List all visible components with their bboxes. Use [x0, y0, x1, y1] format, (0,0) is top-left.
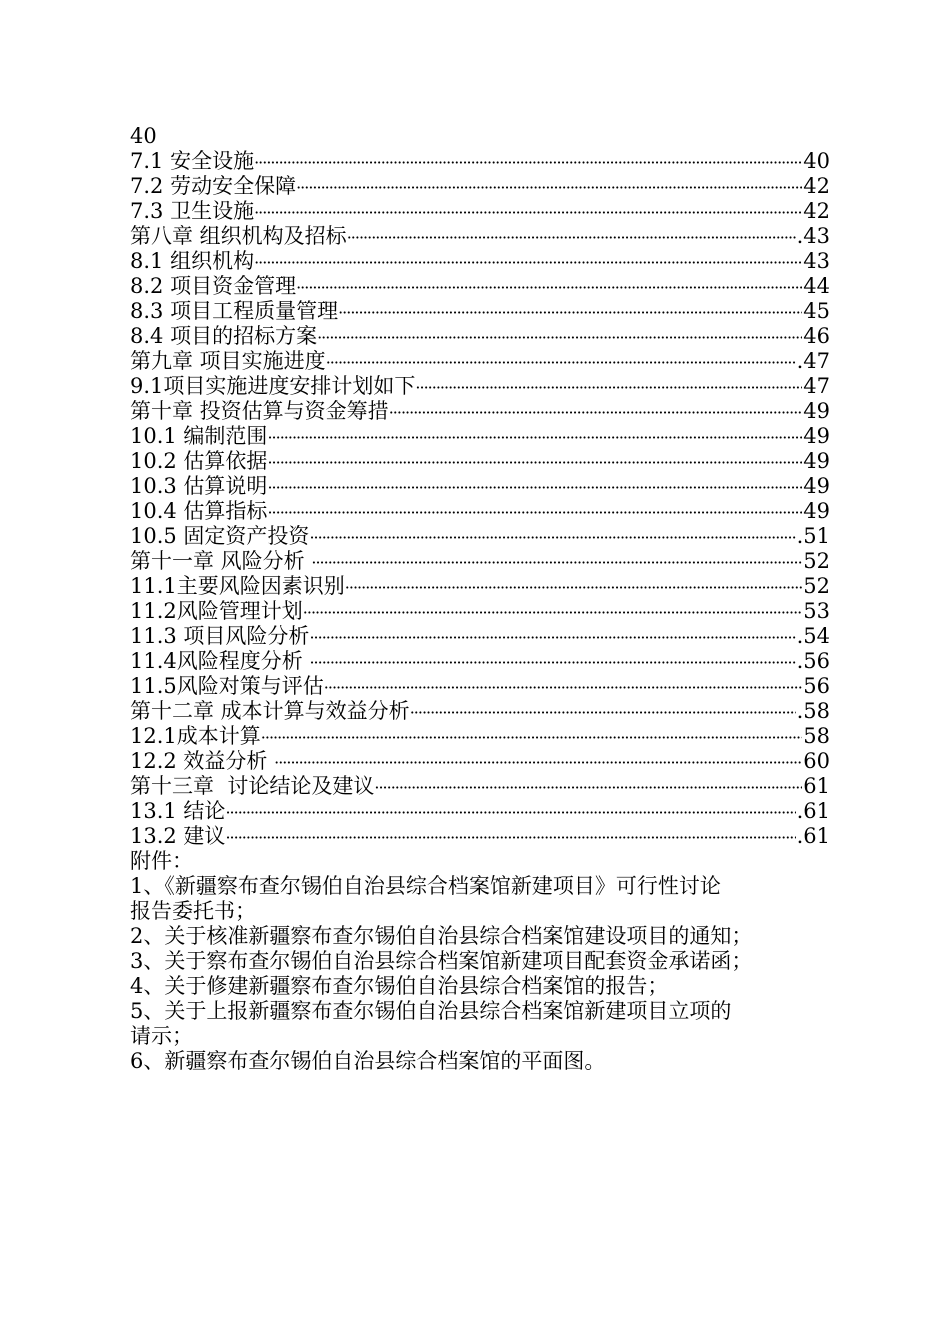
toc-entry-page: .58 [796, 699, 830, 723]
attachment-item-continuation: 请示； [130, 1024, 193, 1048]
toc-entry[interactable] [130, 824, 830, 849]
toc-entry-page: 49 [803, 449, 830, 473]
toc-leader-dots [225, 800, 795, 824]
toc-entry[interactable] [130, 299, 830, 324]
toc-leader-dots [274, 750, 802, 774]
toc-entry[interactable] [130, 699, 830, 724]
toc-entry-page: 42 [803, 199, 830, 223]
toc-leader-dots [296, 275, 802, 299]
toc-entry-title: 第八章 组织机构及招标 [130, 224, 347, 248]
toc-entry-title: 8.4 项目的招标方案 [130, 324, 318, 348]
toc-entry[interactable] [130, 749, 830, 774]
toc-entry[interactable] [130, 174, 830, 199]
toc-entry[interactable] [130, 374, 830, 399]
toc-leader-dots [410, 700, 796, 724]
toc-entry[interactable] [130, 524, 830, 549]
toc-entry-page: .47 [796, 349, 830, 373]
toc-leader-dots [389, 400, 803, 424]
toc-entry-page: 52 [803, 574, 830, 598]
toc-entry[interactable] [130, 724, 830, 749]
toc-entry[interactable] [130, 649, 830, 674]
toc-entry-title: 第九章 项目实施进度 [130, 349, 326, 373]
toc-entry-page: 60 [803, 749, 830, 773]
attachment-item: 2、关于核准新疆察布查尔锡伯自治县综合档案馆建设项目的通知； [130, 924, 753, 948]
toc-entry-page: 56 [803, 674, 830, 698]
toc-entry-title: 10.2 估算依据 [130, 449, 268, 473]
toc-leader-dots [311, 550, 802, 574]
toc-leader-dots [317, 325, 802, 349]
attachments-heading: 附件： [130, 849, 193, 873]
toc-entry-title: 7.1 安全设施 [130, 149, 255, 173]
toc-entry-title: 11.1主要风险因素识别 [130, 574, 345, 598]
toc-entry-title: 8.3 项目工程质量管理 [130, 299, 339, 323]
attachment-item: 1、《新疆察布查尔锡伯自治县综合档案馆新建项目》可行性讨论 [130, 874, 721, 898]
toc-leader-dots [309, 625, 795, 649]
toc-entry-page: .43 [796, 224, 830, 248]
toc-leader-dots [254, 200, 802, 224]
toc-leader-dots [225, 825, 795, 849]
toc-leader-dots [303, 600, 803, 624]
toc-entry[interactable] [130, 349, 830, 374]
toc-entry-title: 11.2风险管理计划 [130, 599, 303, 623]
attachment-item: 4、关于修建新疆察布查尔锡伯自治县综合档案馆的报告； [130, 974, 669, 998]
toc-leader-dots [267, 500, 802, 524]
toc-entry-title: 9.1项目实施进度安排计划如下 [130, 374, 416, 398]
toc-entry[interactable] [130, 799, 830, 824]
toc-entry-title: 13.1 结论 [130, 799, 226, 823]
toc-entry[interactable] [130, 499, 830, 524]
toc-entry-title: 第十一章 风险分析 [130, 549, 312, 573]
toc-entry[interactable] [130, 249, 830, 274]
toc-entry[interactable] [130, 549, 830, 574]
toc-entry-title: 12.1成本计算 [130, 724, 261, 748]
toc-entry-page: 43 [803, 249, 830, 273]
toc-leader-dots [326, 350, 796, 374]
toc-entry-page: .54 [796, 624, 830, 648]
toc-entry[interactable] [130, 774, 830, 799]
toc-entry[interactable] [130, 324, 830, 349]
toc-leader-dots [267, 425, 802, 449]
toc-entry[interactable] [130, 624, 830, 649]
toc-entry[interactable] [130, 449, 830, 474]
toc-entry-page: 49 [803, 474, 830, 498]
toc-entry-page: 58 [803, 724, 830, 748]
toc-entry[interactable] [130, 224, 830, 249]
toc-leader-dots [254, 250, 802, 274]
toc-entry-title: 12.2 效益分析 [130, 749, 275, 773]
toc-entry-title: 13.2 建议 [130, 824, 226, 848]
toc-entry-page: 49 [803, 499, 830, 523]
toc-entry[interactable] [130, 574, 830, 599]
toc-entry-page: 61 [803, 774, 830, 798]
toc-entry-title: 11.3 项目风险分析 [130, 624, 310, 648]
attachment-item-continuation: 报告委托书； [130, 899, 256, 923]
toc-entry-title: 10.3 估算说明 [130, 474, 268, 498]
toc-entry-title: 7.2 劳动安全保障 [130, 174, 297, 198]
toc-entry[interactable] [130, 474, 830, 499]
toc-entry-page: 46 [803, 324, 830, 348]
toc-entry-title: 11.5风险对策与评估 [130, 674, 324, 698]
toc-entry-page: 49 [803, 399, 830, 423]
toc-entry[interactable] [130, 399, 830, 424]
toc-entry[interactable] [130, 424, 830, 449]
toc-entry[interactable] [130, 674, 830, 699]
toc-leader-dots [267, 475, 802, 499]
toc-entry-page: 47 [803, 374, 830, 398]
attachments-list [130, 874, 830, 1074]
toc-leader-dots [324, 675, 803, 699]
attachment-item: 6、新疆察布查尔锡伯自治县综合档案馆的平面图。 [130, 1049, 606, 1073]
toc-leader-dots [345, 575, 803, 599]
toc-entry-title: 10.5 固定资产投资 [130, 524, 310, 548]
toc-leader-dots [309, 650, 795, 674]
toc-entry[interactable] [130, 199, 830, 224]
toc-entry-page: 53 [803, 599, 830, 623]
toc-leader-dots [347, 225, 796, 249]
toc-entry-page: 49 [803, 424, 830, 448]
toc-entry-title: 10.1 编制范围 [130, 424, 268, 448]
toc-entry-title: 第十章 投资估算与资金筹措 [130, 399, 389, 423]
toc-entry-page: 45 [803, 299, 830, 323]
toc-leader-dots [374, 775, 802, 799]
toc-entry-title: 7.3 卫生设施 [130, 199, 255, 223]
toc-entry-page: 42 [803, 174, 830, 198]
toc-continuation [130, 124, 830, 1074]
attachment-item: 5、关于上报新疆察布查尔锡伯自治县综合档案馆新建项目立项的 [130, 999, 732, 1023]
toc-entry[interactable] [130, 274, 830, 299]
toc-entry[interactable] [130, 149, 830, 174]
toc-list [130, 149, 830, 849]
toc-entry-page: .56 [796, 649, 830, 673]
leading-page-number: 40 [130, 124, 157, 148]
toc-leader-dots [296, 175, 802, 199]
toc-leader-dots [338, 300, 802, 324]
toc-leader-dots [261, 725, 803, 749]
toc-entry-title: 10.4 估算指标 [130, 499, 268, 523]
attachment-item: 3、关于察布查尔锡伯自治县综合档案馆新建项目配套资金承诺函； [130, 949, 753, 973]
toc-entry-title: 8.2 项目资金管理 [130, 274, 297, 298]
toc-entry-page: .61 [796, 824, 830, 848]
toc-entry-page: 44 [803, 274, 830, 298]
toc-entry-page: .51 [796, 524, 830, 548]
toc-entry-title: 第十二章 成本计算与效益分析 [130, 699, 410, 723]
toc-leader-dots [267, 450, 802, 474]
toc-entry-page: 52 [803, 549, 830, 573]
toc-entry[interactable] [130, 599, 830, 624]
toc-entry-title: 8.1 组织机构 [130, 249, 255, 273]
toc-entry-title: 第十三章 讨论结论及建议 [130, 774, 375, 798]
toc-entry-page: 40 [803, 149, 830, 173]
toc-leader-dots [254, 150, 802, 174]
toc-entry-page: .61 [796, 799, 830, 823]
toc-leader-dots [415, 375, 802, 399]
toc-entry-title: 11.4风险程度分析 [130, 649, 310, 673]
toc-leader-dots [309, 525, 795, 549]
